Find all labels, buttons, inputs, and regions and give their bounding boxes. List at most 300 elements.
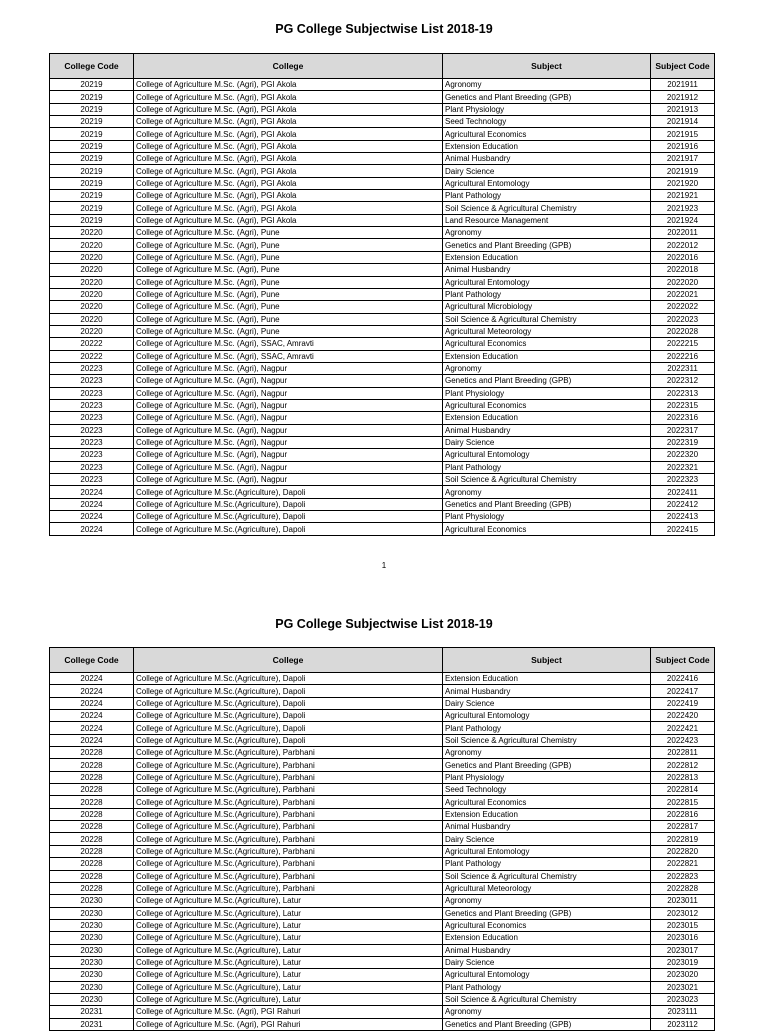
cell-subject-code: 2021911	[651, 79, 715, 91]
cell-subject: Plant Pathology	[443, 288, 651, 300]
cell-subject-code: 2022023	[651, 313, 715, 325]
cell-college-code: 20228	[50, 771, 134, 783]
cell-college-code: 20219	[50, 214, 134, 226]
cell-college-code: 20224	[50, 486, 134, 498]
cell-college-code: 20220	[50, 227, 134, 239]
table-row	[50, 956, 715, 968]
table-row	[50, 362, 715, 374]
cell-college-code: 20222	[50, 338, 134, 350]
cell-college-code: 20228	[50, 747, 134, 759]
table-row	[50, 449, 715, 461]
table-row	[50, 759, 715, 771]
table-row	[50, 251, 715, 263]
cell-college-code: 20223	[50, 474, 134, 486]
cell-college: College of Agriculture M.Sc. (Agri), PGI Akola	[134, 116, 443, 128]
table-row	[50, 350, 715, 362]
cell-subject-code: 2022420	[651, 710, 715, 722]
cell-subject: Genetics and Plant Breeding (GPB)	[443, 907, 651, 919]
cell-college-code: 20219	[50, 128, 134, 140]
cell-college: College of Agriculture M.Sc. (Agri), PGI Akola	[134, 103, 443, 115]
header-college: College	[134, 54, 443, 79]
cell-subject: Extension Education	[443, 251, 651, 263]
cell-subject: Seed Technology	[443, 784, 651, 796]
table-header-row	[50, 54, 715, 79]
cell-subject-code: 2022216	[651, 350, 715, 362]
table-row	[50, 325, 715, 337]
cell-college: College of Agriculture M.Sc.(Agriculture), Dapoli	[134, 673, 443, 685]
cell-college-code: 20219	[50, 190, 134, 202]
cell-college-code: 20231	[50, 1006, 134, 1018]
cell-college: College of Agriculture M.Sc.(Agriculture), Latur	[134, 895, 443, 907]
cell-subject: Plant Physiology	[443, 103, 651, 115]
cell-college: College of Agriculture M.Sc. (Agri), Pune	[134, 301, 443, 313]
cell-subject-code: 2023021	[651, 981, 715, 993]
cell-subject: Soil Science & Agricultural Chemistry	[443, 734, 651, 746]
cell-college: College of Agriculture M.Sc. (Agri), Nagpur	[134, 375, 443, 387]
cell-subject-code: 2022020	[651, 276, 715, 288]
cell-subject-code: 2022311	[651, 362, 715, 374]
cell-college: College of Agriculture M.Sc.(Agriculture), Latur	[134, 981, 443, 993]
cell-college-code: 20228	[50, 882, 134, 894]
cell-college-code: 20223	[50, 449, 134, 461]
cell-college: College of Agriculture M.Sc.(Agriculture), Parbhani	[134, 821, 443, 833]
cell-subject: Agricultural Entomology	[443, 710, 651, 722]
cell-subject-code: 2022021	[651, 288, 715, 300]
cell-subject-code: 2021916	[651, 140, 715, 152]
cell-subject: Plant Physiology	[443, 387, 651, 399]
table-row	[50, 486, 715, 498]
cell-subject: Dairy Science	[443, 436, 651, 448]
cell-subject: Extension Education	[443, 808, 651, 820]
header-college-code: College Code	[50, 54, 134, 79]
cell-subject: Agricultural Economics	[443, 796, 651, 808]
cell-college: College of Agriculture M.Sc. (Agri), PGI Akola	[134, 140, 443, 152]
cell-college-code: 20230	[50, 907, 134, 919]
cell-college-code: 20219	[50, 91, 134, 103]
table-row	[50, 771, 715, 783]
cell-subject: Agricultural Entomology	[443, 969, 651, 981]
table-row	[50, 239, 715, 251]
cell-subject: Plant Pathology	[443, 190, 651, 202]
table-row	[50, 833, 715, 845]
cell-college-code: 20223	[50, 436, 134, 448]
cell-subject-code: 2022415	[651, 523, 715, 535]
cell-college: College of Agriculture M.Sc. (Agri), PGI Akola	[134, 202, 443, 214]
cell-college-code: 20220	[50, 325, 134, 337]
cell-college-code: 20224	[50, 722, 134, 734]
table-row	[50, 944, 715, 956]
table-body	[50, 673, 715, 1031]
cell-subject: Animal Husbandry	[443, 944, 651, 956]
table-row	[50, 387, 715, 399]
cell-college: College of Agriculture M.Sc. (Agri), Nagpur	[134, 461, 443, 473]
college-subject-table	[49, 53, 715, 536]
cell-college-code: 20224	[50, 734, 134, 746]
page-number: 1	[381, 561, 387, 570]
cell-college: College of Agriculture M.Sc.(Agriculture), Latur	[134, 919, 443, 931]
cell-college-code: 20228	[50, 784, 134, 796]
cell-college-code: 20220	[50, 251, 134, 263]
cell-college: College of Agriculture M.Sc. (Agri), PGI Akola	[134, 190, 443, 202]
cell-subject: Genetics and Plant Breeding (GPB)	[443, 1018, 651, 1030]
cell-college-code: 20220	[50, 239, 134, 251]
cell-college: College of Agriculture M.Sc.(Agriculture), Latur	[134, 956, 443, 968]
cell-college: College of Agriculture M.Sc. (Agri), PGI Akola	[134, 153, 443, 165]
cell-college-code: 20224	[50, 697, 134, 709]
cell-college-code: 20222	[50, 350, 134, 362]
cell-subject-code: 2022815	[651, 796, 715, 808]
cell-subject-code: 2022312	[651, 375, 715, 387]
table-row	[50, 153, 715, 165]
cell-subject-code: 2022816	[651, 808, 715, 820]
cell-college-code: 20228	[50, 796, 134, 808]
cell-subject: Extension Education	[443, 932, 651, 944]
cell-subject-code: 2022811	[651, 747, 715, 759]
cell-college-code: 20219	[50, 140, 134, 152]
cell-subject-code: 2022319	[651, 436, 715, 448]
cell-college: College of Agriculture M.Sc. (Agri), PGI Akola	[134, 91, 443, 103]
table-body	[50, 79, 715, 536]
table-row	[50, 808, 715, 820]
table-row	[50, 313, 715, 325]
cell-subject: Plant Pathology	[443, 981, 651, 993]
cell-college-code: 20224	[50, 523, 134, 535]
cell-subject: Soil Science & Agricultural Chemistry	[443, 993, 651, 1005]
cell-college: College of Agriculture M.Sc.(Agriculture), Dapoli	[134, 523, 443, 535]
table-row	[50, 165, 715, 177]
cell-subject-code: 2022317	[651, 424, 715, 436]
cell-subject-code: 2021921	[651, 190, 715, 202]
cell-college: College of Agriculture M.Sc.(Agriculture), Dapoli	[134, 722, 443, 734]
cell-subject: Animal Husbandry	[443, 821, 651, 833]
cell-college-code: 20220	[50, 301, 134, 313]
cell-college-code: 20228	[50, 845, 134, 857]
cell-college-code: 20230	[50, 919, 134, 931]
cell-subject: Extension Education	[443, 140, 651, 152]
table-row	[50, 845, 715, 857]
cell-subject: Soil Science & Agricultural Chemistry	[443, 870, 651, 882]
cell-subject-code: 2022320	[651, 449, 715, 461]
table-row	[50, 436, 715, 448]
header-college-code: College Code	[50, 648, 134, 673]
cell-subject-code: 2022018	[651, 264, 715, 276]
cell-college-code: 20230	[50, 981, 134, 993]
cell-college: College of Agriculture M.Sc. (Agri), Pune	[134, 264, 443, 276]
table-row	[50, 919, 715, 931]
table-row	[50, 821, 715, 833]
table-row	[50, 461, 715, 473]
cell-college-code: 20223	[50, 399, 134, 411]
table-row	[50, 264, 715, 276]
cell-subject: Dairy Science	[443, 833, 651, 845]
table-row	[50, 932, 715, 944]
cell-subject: Animal Husbandry	[443, 685, 651, 697]
cell-subject: Agricultural Economics	[443, 523, 651, 535]
cell-college-code: 20224	[50, 710, 134, 722]
cell-subject-code: 2022821	[651, 858, 715, 870]
cell-college-code: 20219	[50, 103, 134, 115]
cell-subject: Plant Physiology	[443, 771, 651, 783]
cell-college-code: 20224	[50, 511, 134, 523]
cell-college: College of Agriculture M.Sc. (Agri), Nagpur	[134, 424, 443, 436]
cell-college: College of Agriculture M.Sc. (Agri), Nagpur	[134, 474, 443, 486]
cell-college: College of Agriculture M.Sc. (Agri), PGI Akola	[134, 165, 443, 177]
cell-subject-code: 2021919	[651, 165, 715, 177]
table-row	[50, 784, 715, 796]
cell-subject-code: 2022814	[651, 784, 715, 796]
cell-college-code: 20224	[50, 673, 134, 685]
table-row	[50, 474, 715, 486]
header-subject: Subject	[443, 648, 651, 673]
cell-college: College of Agriculture M.Sc.(Agriculture), Latur	[134, 993, 443, 1005]
cell-college-code: 20223	[50, 461, 134, 473]
cell-college: College of Agriculture M.Sc.(Agriculture), Dapoli	[134, 486, 443, 498]
cell-college: College of Agriculture M.Sc.(Agriculture), Parbhani	[134, 833, 443, 845]
table-row	[50, 140, 715, 152]
cell-subject-code: 2021913	[651, 103, 715, 115]
cell-subject-code: 2023020	[651, 969, 715, 981]
cell-subject-code: 2023019	[651, 956, 715, 968]
cell-college: College of Agriculture M.Sc. (Agri), PGI Rahuri	[134, 1018, 443, 1030]
cell-college-code: 20219	[50, 165, 134, 177]
cell-subject: Dairy Science	[443, 956, 651, 968]
cell-subject: Agricultural Entomology	[443, 845, 651, 857]
cell-subject: Genetics and Plant Breeding (GPB)	[443, 759, 651, 771]
cell-subject-code: 2022419	[651, 697, 715, 709]
cell-college: College of Agriculture M.Sc. (Agri), PGI Akola	[134, 214, 443, 226]
cell-subject: Genetics and Plant Breeding (GPB)	[443, 239, 651, 251]
cell-subject: Animal Husbandry	[443, 424, 651, 436]
cell-college: College of Agriculture M.Sc.(Agriculture), Parbhani	[134, 845, 443, 857]
cell-subject: Genetics and Plant Breeding (GPB)	[443, 91, 651, 103]
table-row	[50, 91, 715, 103]
cell-subject: Agronomy	[443, 227, 651, 239]
cell-subject: Extension Education	[443, 673, 651, 685]
cell-college: College of Agriculture M.Sc.(Agriculture), Parbhani	[134, 784, 443, 796]
cell-college-code: 20230	[50, 895, 134, 907]
table-row	[50, 895, 715, 907]
cell-college: College of Agriculture M.Sc. (Agri), PGI Rahuri	[134, 1006, 443, 1018]
cell-college-code: 20220	[50, 264, 134, 276]
cell-subject-code: 2022813	[651, 771, 715, 783]
table-row	[50, 301, 715, 313]
cell-subject-code: 2022313	[651, 387, 715, 399]
cell-subject: Genetics and Plant Breeding (GPB)	[443, 375, 651, 387]
cell-college: College of Agriculture M.Sc.(Agriculture), Dapoli	[134, 710, 443, 722]
cell-college: College of Agriculture M.Sc.(Agriculture), Parbhani	[134, 882, 443, 894]
table-row	[50, 981, 715, 993]
table-row	[50, 202, 715, 214]
cell-subject-code: 2022812	[651, 759, 715, 771]
cell-college: College of Agriculture M.Sc.(Agriculture), Parbhani	[134, 858, 443, 870]
table-row	[50, 796, 715, 808]
cell-subject: Agronomy	[443, 1006, 651, 1018]
cell-subject-code: 2022828	[651, 882, 715, 894]
cell-subject-code: 2022011	[651, 227, 715, 239]
cell-subject: Agricultural Entomology	[443, 177, 651, 189]
table-row	[50, 673, 715, 685]
cell-subject-code: 2023011	[651, 895, 715, 907]
cell-college-code: 20230	[50, 944, 134, 956]
cell-college: College of Agriculture M.Sc. (Agri), Pune	[134, 227, 443, 239]
cell-college: College of Agriculture M.Sc.(Agriculture), Parbhani	[134, 771, 443, 783]
cell-college: College of Agriculture M.Sc.(Agriculture), Parbhani	[134, 808, 443, 820]
cell-subject-code: 2022411	[651, 486, 715, 498]
table-row	[50, 1006, 715, 1018]
table-row	[50, 412, 715, 424]
cell-college: College of Agriculture M.Sc. (Agri), PGI Akola	[134, 128, 443, 140]
table-row	[50, 498, 715, 510]
cell-subject-code: 2023017	[651, 944, 715, 956]
cell-subject: Animal Husbandry	[443, 264, 651, 276]
cell-subject: Seed Technology	[443, 116, 651, 128]
cell-subject-code: 2023012	[651, 907, 715, 919]
college-subject-table	[49, 647, 715, 1031]
cell-subject: Agronomy	[443, 79, 651, 91]
cell-subject: Soil Science & Agricultural Chemistry	[443, 474, 651, 486]
cell-subject-code: 2021914	[651, 116, 715, 128]
cell-college: College of Agriculture M.Sc. (Agri), Nagpur	[134, 399, 443, 411]
table-row	[50, 79, 715, 91]
table-row	[50, 993, 715, 1005]
cell-college-code: 20220	[50, 276, 134, 288]
cell-college-code: 20224	[50, 498, 134, 510]
cell-college-code: 20228	[50, 833, 134, 845]
cell-subject-code: 2022315	[651, 399, 715, 411]
cell-subject-code: 2021923	[651, 202, 715, 214]
table-row	[50, 511, 715, 523]
cell-subject-code: 2023023	[651, 993, 715, 1005]
cell-subject: Agricultural Economics	[443, 399, 651, 411]
cell-college-code: 20230	[50, 969, 134, 981]
cell-subject: Agricultural Entomology	[443, 449, 651, 461]
cell-college-code: 20228	[50, 808, 134, 820]
cell-college: College of Agriculture M.Sc. (Agri), Nagpur	[134, 449, 443, 461]
cell-subject: Dairy Science	[443, 165, 651, 177]
page-title: PG College Subjectwise List 2018-19	[275, 22, 493, 36]
cell-subject-code: 2022022	[651, 301, 715, 313]
cell-college-code: 20224	[50, 685, 134, 697]
cell-subject-code: 2022012	[651, 239, 715, 251]
cell-college-code: 20223	[50, 375, 134, 387]
cell-subject: Agricultural Economics	[443, 919, 651, 931]
cell-subject-code: 2022215	[651, 338, 715, 350]
cell-college: College of Agriculture M.Sc.(Agriculture), Latur	[134, 932, 443, 944]
cell-college-code: 20219	[50, 177, 134, 189]
table-row	[50, 734, 715, 746]
cell-college: College of Agriculture M.Sc.(Agriculture), Parbhani	[134, 759, 443, 771]
cell-subject: Agronomy	[443, 362, 651, 374]
cell-subject: Plant Physiology	[443, 511, 651, 523]
cell-subject: Animal Husbandry	[443, 153, 651, 165]
cell-subject-code: 2021924	[651, 214, 715, 226]
cell-subject: Agricultural Economics	[443, 338, 651, 350]
cell-college: College of Agriculture M.Sc.(Agriculture), Parbhani	[134, 747, 443, 759]
cell-college-code: 20223	[50, 424, 134, 436]
cell-college-code: 20223	[50, 387, 134, 399]
cell-college-code: 20219	[50, 79, 134, 91]
cell-college-code: 20220	[50, 288, 134, 300]
table-row	[50, 227, 715, 239]
table-row	[50, 697, 715, 709]
table-row	[50, 710, 715, 722]
cell-subject-code: 2023112	[651, 1018, 715, 1030]
cell-college: College of Agriculture M.Sc. (Agri), Nagpur	[134, 387, 443, 399]
header-subject-code: Subject Code	[651, 54, 715, 79]
cell-college-code: 20230	[50, 993, 134, 1005]
cell-college-code: 20231	[50, 1018, 134, 1030]
cell-subject: Plant Pathology	[443, 858, 651, 870]
cell-college-code: 20220	[50, 313, 134, 325]
cell-college: College of Agriculture M.Sc. (Agri), Nagpur	[134, 412, 443, 424]
cell-subject-code: 2022416	[651, 673, 715, 685]
cell-college-code: 20230	[50, 956, 134, 968]
cell-college: College of Agriculture M.Sc.(Agriculture), Latur	[134, 907, 443, 919]
table-header-row	[50, 648, 715, 673]
table-row	[50, 858, 715, 870]
cell-subject-code: 2021920	[651, 177, 715, 189]
cell-subject: Agricultural Economics	[443, 128, 651, 140]
cell-subject-code: 2022016	[651, 251, 715, 263]
cell-subject: Land Resource Management	[443, 214, 651, 226]
cell-subject-code: 2022028	[651, 325, 715, 337]
cell-college: College of Agriculture M.Sc.(Agriculture), Parbhani	[134, 870, 443, 882]
cell-subject-code: 2023015	[651, 919, 715, 931]
cell-college: College of Agriculture M.Sc. (Agri), PGI Akola	[134, 79, 443, 91]
cell-college: College of Agriculture M.Sc.(Agriculture), Dapoli	[134, 511, 443, 523]
cell-subject: Dairy Science	[443, 697, 651, 709]
cell-college: College of Agriculture M.Sc.(Agriculture), Dapoli	[134, 734, 443, 746]
cell-subject: Agricultural Meteorology	[443, 325, 651, 337]
cell-subject: Plant Pathology	[443, 461, 651, 473]
table-row	[50, 177, 715, 189]
table-row	[50, 523, 715, 535]
table-row	[50, 103, 715, 115]
cell-college: College of Agriculture M.Sc. (Agri), Pune	[134, 313, 443, 325]
table-row	[50, 882, 715, 894]
cell-college: College of Agriculture M.Sc.(Agriculture), Latur	[134, 944, 443, 956]
cell-subject-code: 2022321	[651, 461, 715, 473]
table-row	[50, 870, 715, 882]
header-subject-code: Subject Code	[651, 648, 715, 673]
cell-college-code: 20219	[50, 202, 134, 214]
cell-subject: Agricultural Entomology	[443, 276, 651, 288]
cell-college: College of Agriculture M.Sc. (Agri), SSAC, Amravti	[134, 338, 443, 350]
table-row	[50, 399, 715, 411]
cell-subject-code: 2022819	[651, 833, 715, 845]
cell-college: College of Agriculture M.Sc.(Agriculture), Dapoli	[134, 697, 443, 709]
cell-college: College of Agriculture M.Sc. (Agri), PGI Akola	[134, 177, 443, 189]
cell-subject-code: 2021915	[651, 128, 715, 140]
cell-subject-code: 2021912	[651, 91, 715, 103]
table-row	[50, 969, 715, 981]
page-title: PG College Subjectwise List 2018-19	[275, 617, 493, 631]
table-row	[50, 338, 715, 350]
cell-subject-code: 2023016	[651, 932, 715, 944]
table-row	[50, 116, 715, 128]
table-row	[50, 907, 715, 919]
cell-college: College of Agriculture M.Sc.(Agriculture), Dapoli	[134, 685, 443, 697]
table-row	[50, 375, 715, 387]
cell-subject-code: 2022820	[651, 845, 715, 857]
cell-subject-code: 2022421	[651, 722, 715, 734]
cell-college: College of Agriculture M.Sc. (Agri), Pune	[134, 288, 443, 300]
cell-college: College of Agriculture M.Sc. (Agri), Nagpur	[134, 436, 443, 448]
cell-subject: Extension Education	[443, 412, 651, 424]
cell-subject-code: 2023111	[651, 1006, 715, 1018]
header-college: College	[134, 648, 443, 673]
cell-college-code: 20228	[50, 759, 134, 771]
